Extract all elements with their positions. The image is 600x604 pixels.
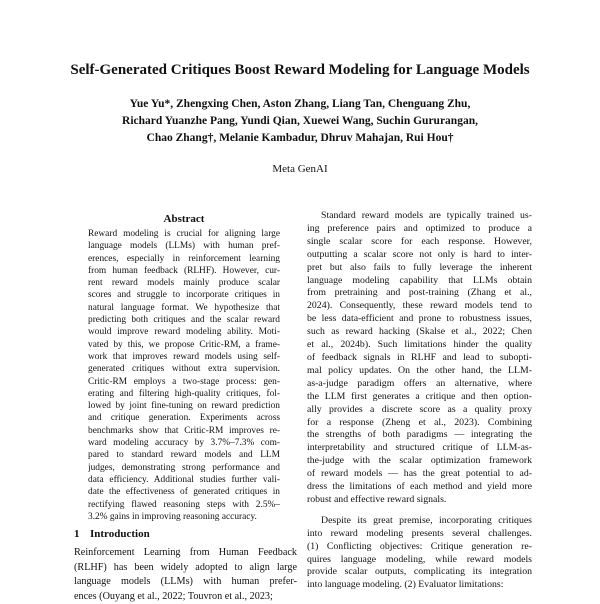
paragraph <box>307 515 532 592</box>
text-line: language modeling capability that LLMs obtain <box>307 275 532 288</box>
text-line: Despite its great premise, incorporating critiques <box>307 515 532 528</box>
text-line: outputting a scalar score not only is hard to inter- <box>307 249 532 262</box>
text-line: mal policy updates. On the other hand, the LLM- <box>307 365 532 378</box>
text-line: into reward modeling presents several challenges. <box>307 528 532 541</box>
text-line: would improve reward modeling ability. Moti- <box>88 326 280 338</box>
text-line: ally provides a discrete score as a quality proxy <box>307 404 532 417</box>
text-line: the strengths of both paradigms — integrating the <box>307 429 532 442</box>
text-line: be less data-efficient and prone to robustness issues, <box>307 313 532 326</box>
text-line: work that improves reward models using self- <box>88 351 280 363</box>
text-line: the-judge with the scalar optimization framework <box>307 455 532 468</box>
text-line: of feedback signals in RLHF and lead to subopti- <box>307 352 532 365</box>
text-line: judges, demonstrating strong performance and <box>88 462 280 474</box>
paragraph <box>307 210 532 507</box>
section-number: 1 <box>74 527 90 541</box>
text-line: erences, especially in reinforcement learning <box>88 253 280 265</box>
text-line: erating and filtering high-quality critiques, fol- <box>88 388 280 400</box>
text-line: Reward modeling is crucial for aligning large <box>88 228 280 240</box>
right-column <box>307 210 532 592</box>
text-line: generated critiques without extra supervision. <box>88 363 280 375</box>
text-line: quires language modeling, while reward models <box>307 554 532 567</box>
text-line: natural language format. We hypothesize that <box>88 302 280 314</box>
text-line: scores and struggle to incorporate critiques in <box>88 289 280 301</box>
text-line: Reinforcement Learning from Human Feedback <box>74 546 297 561</box>
text-line: benchmarks show that Critic-RM improves re- <box>88 425 280 437</box>
text-line: from pretraining and post-training (Zhang et al., <box>307 287 532 300</box>
text-line: for a response (Zheng et al., 2023). Combining <box>307 417 532 430</box>
text-line: from human feedback (RLHF). However, cur- <box>88 265 280 277</box>
text-line: 2024). Consequently, these reward models tend to <box>307 300 532 313</box>
text-line: ward modeling accuracy by 3.7%–7.3% com- <box>88 437 280 449</box>
text-line: rent reward models mainly produce scalar <box>88 277 280 289</box>
text-line: Critic-RM employs a two-stage process: gen- <box>88 376 280 388</box>
text-line: data efficiency. Additional studies further vali- <box>88 474 280 486</box>
abstract-section <box>88 212 280 523</box>
author-line: Chao Zhang†, Melanie Kambadur, Dhruv Mahajan, Rui Hou† <box>80 130 520 147</box>
text-line: Standard reward models are typically trained us- <box>307 210 532 223</box>
text-line: rectifying flawed reasoning steps with 2.5%– <box>88 499 280 511</box>
text-line: single scalar score for each response. However, <box>307 236 532 249</box>
abstract-heading: Abstract <box>88 212 280 226</box>
text-line: ing preference pairs and optimized to produce a <box>307 223 532 236</box>
section-title: Introduction <box>90 528 150 540</box>
text-line: 3.2% gains in improving reasoning accuracy. <box>88 511 280 523</box>
text-line: pared to standard reward models and LLM <box>88 449 280 461</box>
text-line: (RLHF) has been widely adopted to align large <box>74 561 297 576</box>
text-line: pret but also fails to fully leverage the inherent <box>307 262 532 275</box>
author-line: Richard Yuanzhe Pang, Yundi Qian, Xuewei Wang, Suchin Gururangan, <box>80 113 520 130</box>
text-line: predicting both critiques and the scalar reward <box>88 314 280 326</box>
paragraph-gap <box>307 507 532 515</box>
text-line: and critique generation. Experiments across <box>88 412 280 424</box>
text-line: interpretability and structured critique of LLM-as- <box>307 442 532 455</box>
paper-title: Self-Generated Critiques Boost Reward Modeling for Language Models <box>0 60 600 80</box>
text-line: into language modeling. (2) Evaluator limitations: <box>307 579 532 592</box>
text-line: (1) Conflicting objectives: Critique generation re- <box>307 541 532 554</box>
text-line: dress the limitations of each method and yield more <box>307 481 532 494</box>
author-line: Yue Yu*, Zhengxing Chen, Aston Zhang, Liang Tan, Chenguang Zhu, <box>80 96 520 113</box>
author-list <box>80 96 520 147</box>
text-line: language models (LLMs) with human prefer- <box>74 575 297 590</box>
text-line: date the effectiveness of generated critiques in <box>88 486 280 498</box>
introduction-body <box>74 546 297 604</box>
text-line: of reward models — has the great potential to ad- <box>307 468 532 481</box>
text-line: language models (LLMs) with human pref- <box>88 240 280 252</box>
text-line: lowed by joint fine-tuning on reward prediction <box>88 400 280 412</box>
section-heading-introduction <box>74 527 150 541</box>
abstract-body <box>88 228 280 523</box>
text-line: et al., 2024b). Such limitations hinder the quality <box>307 339 532 352</box>
text-line: the LLM first generates a critique and then option- <box>307 391 532 404</box>
text-line: provide scalar outputs, complicating its integration <box>307 566 532 579</box>
text-line: ences (Ouyang et al., 2022; Touvron et al., 2023; <box>74 590 297 604</box>
text-line: such as reward hacking (Skalse et al., 2022; Chen <box>307 326 532 339</box>
text-line: as-a-judge paradigm offers an alternative, where <box>307 378 532 391</box>
text-line: vated by this, we propose Critic-RM, a frame- <box>88 339 280 351</box>
text-line: robust and effective reward signals. <box>307 494 532 507</box>
affiliation: Meta GenAI <box>0 162 600 176</box>
